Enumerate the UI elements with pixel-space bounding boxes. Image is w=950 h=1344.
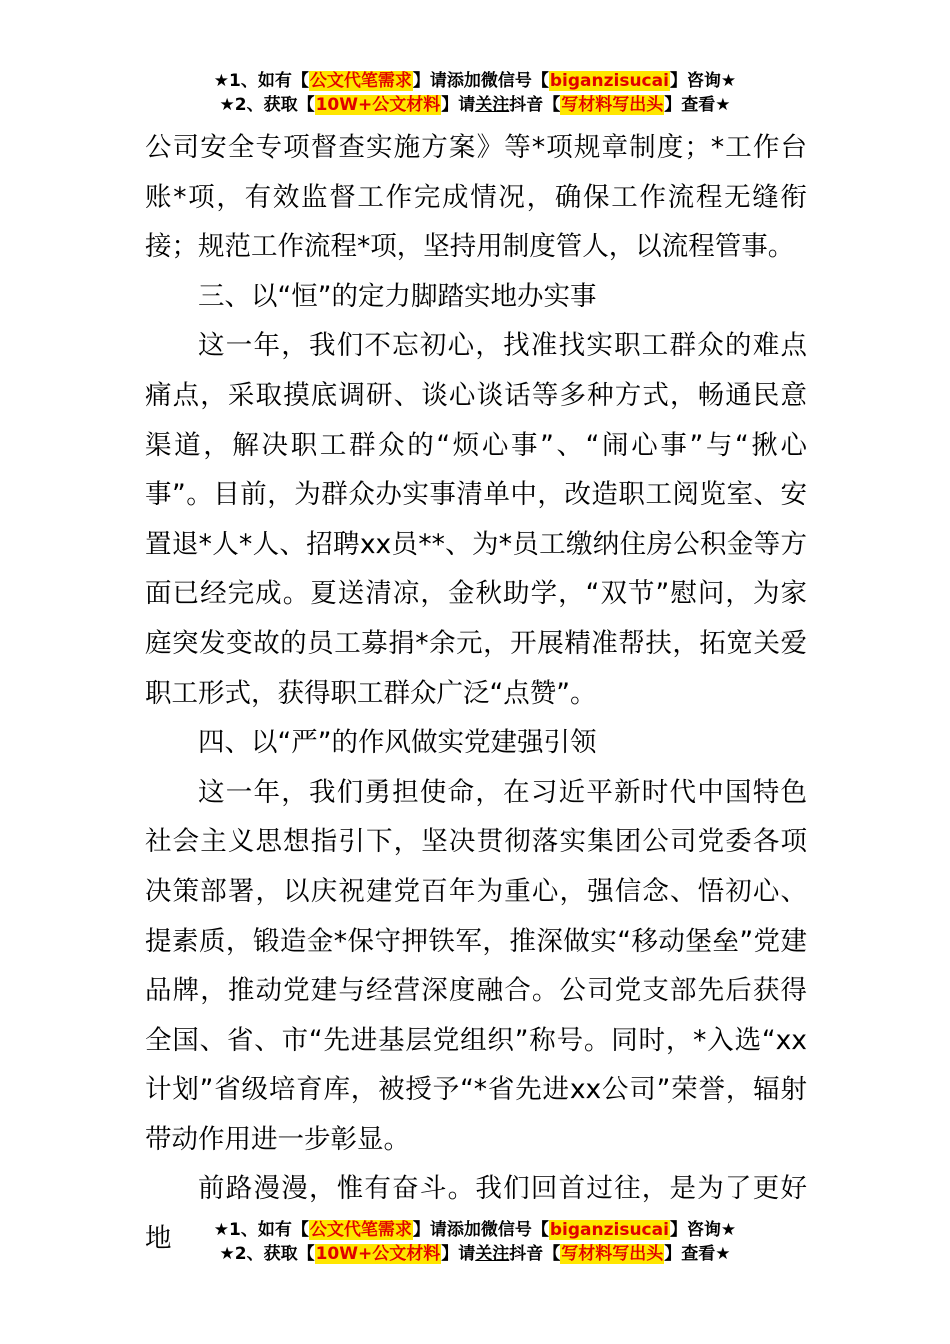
promo-banner-line-2 [0, 1242, 950, 1266]
section-heading: 四、以“严”的作风做实党建强引领 [198, 727, 597, 759]
banner-text: 】咨询★ [669, 1220, 737, 1240]
document-body [145, 123, 807, 1264]
banner-text: 】请 [412, 1220, 447, 1240]
banner-highlight: 公文代笔需求 [309, 71, 412, 91]
banner-text: 】请 [441, 95, 476, 115]
section-heading: 三、以“恒”的定力脚踏实地办实事 [198, 280, 597, 312]
banner-text: 关注 [475, 95, 510, 115]
banner-text: 抖音【 [509, 1244, 561, 1264]
banner-highlight: 公文代笔需求 [309, 1220, 412, 1240]
banner-text: 】查看★ [664, 1244, 731, 1264]
banner-highlight: 10W+公文材料 [315, 1244, 441, 1264]
banner-text: 】请 [441, 1244, 476, 1264]
banner-highlight: 10W+公文材料 [315, 95, 441, 115]
banner-wechat-id: biganzisucai [549, 1220, 669, 1240]
paragraph: 这一年，我们不忘初心，找准找实职工群众的难点痛点，采取摸底调研、谈心谈话等多种方式，畅通民意渠道，解决职工群众的“烦心事”、“闹心事”与“揪心事”。目前，为群众办实事清单中，改造职工阅览室、安置退*人*人、招聘xx员**、为*员工缴纳住房公积金等方面已经完成。夏送清凉，金秋助学，“双节”慰问，为家庭突发变故的员工募捐*余元，开展精准帮扶，拓宽关爱职工形式，获得职工群众广泛“点赞”。 [145, 330, 807, 709]
paragraph: 前路漫漫，惟有奋斗。我们回首过往，是为了更好地 [145, 1173, 807, 1255]
banner-text: 添加 [446, 71, 481, 91]
promo-banner-line-1 [0, 1218, 950, 1242]
banner-text: 微信号【 [480, 1220, 549, 1240]
banner-douyin-id: 写材料写出头 [561, 95, 664, 115]
banner-text: 】请 [412, 71, 447, 91]
promo-banner-line-2 [0, 93, 950, 117]
banner-text: 抖音【 [509, 95, 561, 115]
banner-text: ★2、获取【 [219, 1244, 315, 1264]
banner-text: 】咨询★ [669, 71, 737, 91]
paragraph: 公司安全专项督查实施方案》等*项规章制度；*工作台账*项，有效监督工作完成情况，确保工作流程无缝衔接；规范工作流程*项，坚持用制度管人，以流程管事。 [145, 132, 807, 263]
promo-banner-line-1 [0, 69, 950, 93]
banner-text: 微信号【 [480, 71, 549, 91]
banner-text: 】查看★ [664, 95, 731, 115]
banner-text: 关注 [475, 1244, 510, 1264]
banner-text: ★1、如有【 [213, 1220, 309, 1240]
banner-douyin-id: 写材料写出头 [561, 1244, 664, 1264]
banner-text: 添加 [446, 1220, 481, 1240]
banner-text: ★1、如有【 [213, 71, 309, 91]
banner-text: ★2、获取【 [219, 95, 315, 115]
paragraph: 这一年，我们勇担使命，在习近平新时代中国特色社会主义思想指引下，坚决贯彻落实集团公司党委各项决策部署，以庆祝建党百年为重心，强信念、悟初心、提素质，锻造金*保守押铁军，推深做实“移动堡垒”党建品牌，推动党建与经营深度融合。公司党支部先后获得全国、省、市“先进基层党组织”称号。同时，*入选“xx计划”省级培育库，被授予“*省先进xx公司”荣誉，辐射带动作用进一步彰显。 [145, 776, 807, 1155]
banner-wechat-id: biganzisucai [549, 71, 669, 91]
